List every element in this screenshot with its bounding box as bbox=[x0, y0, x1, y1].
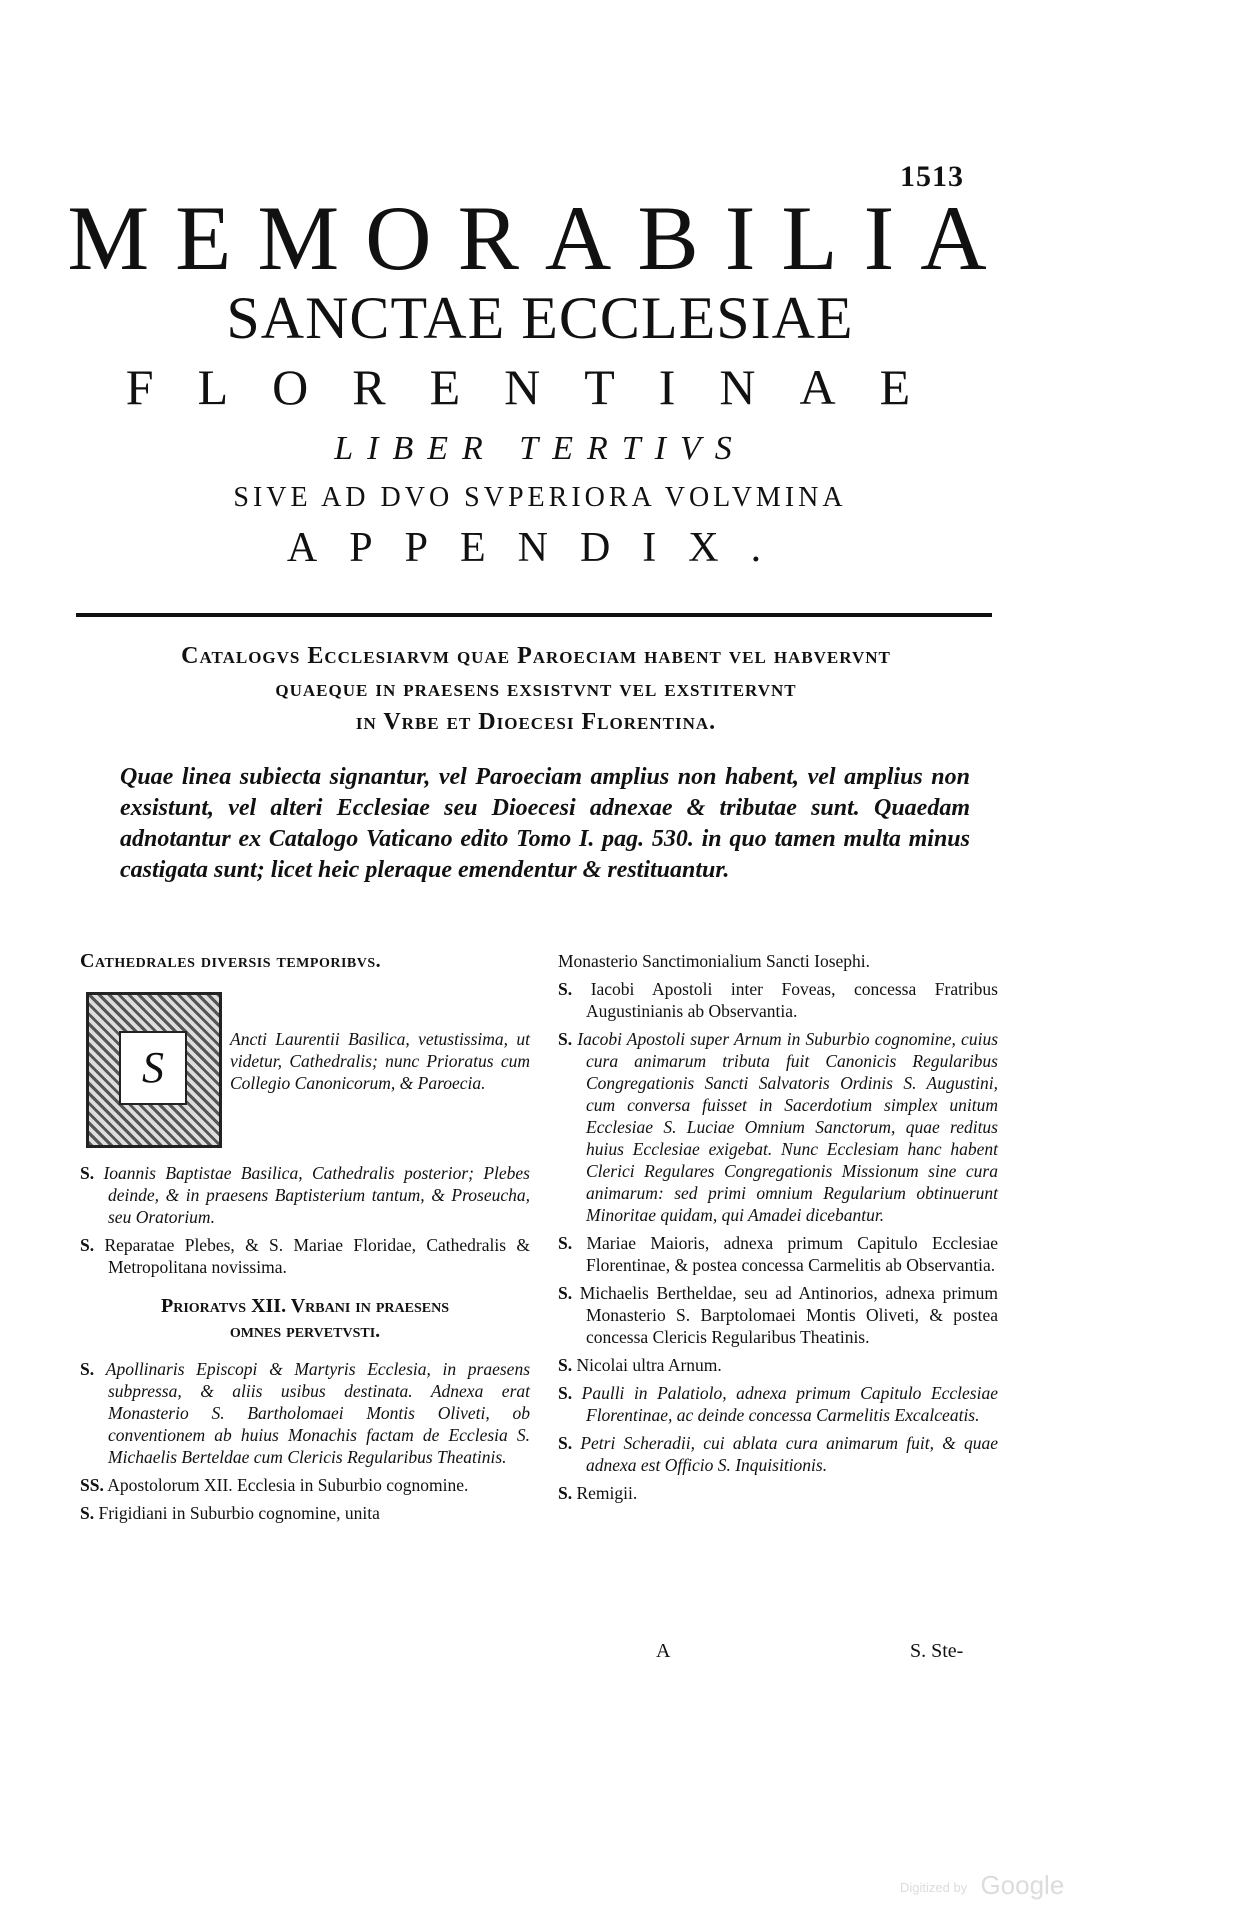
catchword: S. Ste- bbox=[910, 1640, 964, 1662]
entry-petri bbox=[558, 1432, 998, 1476]
right-column bbox=[558, 950, 998, 1510]
page-number: 1513 bbox=[900, 160, 964, 193]
heading-cathedrales: Cathedrales diversis temporibvs. bbox=[80, 950, 382, 972]
entry-iacobi-arnum bbox=[558, 1028, 998, 1226]
entry-text: Iacobi Apostoli inter Foveas, concessa Fratribus Augustinianis ab Observantia. bbox=[586, 979, 998, 1021]
heading-prioratus bbox=[80, 1294, 530, 1344]
initial-letter: S bbox=[119, 1031, 187, 1105]
introductory-note: Quae linea subiecta signantur, vel Paroeciam amplius non habent, vel amplius non exsistunt, vel alteri Ecclesiae seu Dioecesi adnexae & tributae sunt. Quaedam adnotantur ex Catalogo Vaticano edito Tomo I. pag. 530. in quo tamen multa minus castigata sunt; licet heic pleraque emendentur & restituantur. bbox=[120, 764, 970, 883]
entry-text: Michaelis Bertheldae, seu ad Antinorios, adnexa primum Monasterio S. Barptolomaei Montis Oliveti, & postea concessa Clericis Regularibus Theatinis. bbox=[579, 1283, 999, 1347]
entry-sigil: S. bbox=[80, 1503, 95, 1523]
catalog-title-line: quaeque in praesens exsistvnt vel exstitervnt bbox=[275, 676, 797, 702]
watermark-prefix: Digitized by bbox=[900, 1879, 968, 1895]
entry-text: Iacobi Apostoli super Arnum in Suburbio cognomine, cuius cura animarum tributa fuit Canonicis Regularibus Congregationis Sancti Salvatoris Ordinis S. Augustini, cum conversa fuisset in Sacerdotium simplex unitum Ecclesiae S. Luciae Omnium Sanctorum, quae reditus huius Ecclesiae exigebat. Nunc Ecclesiam hanc habent Clerici Regulares Congregationis Missionum sine cura animarum: sed primi omnium Regularium obtinuerunt Minoritae quidam, qui Amadei dicebantur. bbox=[577, 1029, 999, 1225]
title-liber-tertius: LIBER TERTIVS bbox=[334, 430, 746, 467]
entry-text: Remigii. bbox=[576, 1483, 638, 1503]
title-memorabilia: MEMORABILIA bbox=[67, 187, 1013, 289]
title-florentinae: FLORENTINAE bbox=[125, 359, 955, 415]
entry-sigil: SS. bbox=[80, 1475, 104, 1495]
entry-text: Frigidiani in Suburbio cognomine, unita bbox=[98, 1503, 380, 1523]
entry-sigil: S. bbox=[80, 1359, 95, 1379]
title-block bbox=[60, 187, 1020, 572]
left-column bbox=[80, 950, 530, 1530]
entry-frigidiani bbox=[80, 1502, 530, 1524]
entry-apollinaris bbox=[80, 1358, 530, 1468]
heading-line: omnes pervetvsti. bbox=[229, 1320, 381, 1342]
catalog-title-line: in Vrbe et Dioecesi Florentina. bbox=[355, 709, 717, 735]
entry-text: Paulli in Palatiolo, adnexa primum Capitulo Ecclesiae Florentinae, ac deinde concessa Carmelitis Excalceatis. bbox=[581, 1383, 999, 1425]
entry-sigil: S. bbox=[558, 1029, 573, 1049]
entry-text: Ioannis Baptistae Basilica, Cathedralis posterior; Plebes deinde, & in praesens Baptisterium tantum, & Proseucha, seu Oratorium. bbox=[103, 1163, 530, 1227]
entry-text: Apostolorum XII. Ecclesia in Suburbio cognomine. bbox=[107, 1475, 469, 1495]
entry-sigil: S. bbox=[558, 1383, 573, 1403]
decorated-initial bbox=[86, 992, 222, 1148]
entry-sigil: S. bbox=[558, 1355, 573, 1375]
entry-sigil: S. bbox=[558, 1283, 573, 1303]
catalog-title-line: Catalogvs Ecclesiarvm quae Paroeciam habent vel habvervnt bbox=[181, 643, 891, 669]
title-sanctae-ecclesiae: SANCTAE ECCLESIAE bbox=[226, 285, 854, 351]
entry-continuation: Monasterio Sanctimonialium Sancti Iosephi. bbox=[558, 951, 871, 971]
horizontal-rule bbox=[76, 613, 992, 617]
entry-nicolai bbox=[558, 1354, 998, 1376]
entry-laurentii bbox=[80, 992, 530, 1156]
entry-sigil: S. bbox=[80, 1163, 95, 1183]
entry-sigil: S. bbox=[558, 979, 573, 999]
title-sive-ad: SIVE AD DVO SVPERIORA VOLVMINA bbox=[233, 482, 847, 513]
entry-mariae-maioris bbox=[558, 1232, 998, 1276]
entry-sigil: S. bbox=[558, 1233, 573, 1253]
signature-mark: A bbox=[656, 1640, 671, 1662]
title-appendix: APPENDIX. bbox=[286, 525, 794, 571]
entry-text: Petri Scheradii, cui ablata cura animarum fuit, & quae adnexa est Officio S. Inquisitionis. bbox=[580, 1433, 999, 1475]
entry-iacobi-foveas bbox=[558, 978, 998, 1022]
watermark-brand: Google bbox=[980, 1870, 1065, 1900]
entry-text: Nicolai ultra Arnum. bbox=[576, 1355, 722, 1375]
entry-text: Ancti Laurentii Basilica, vetustissima, ut videtur, Cathedralis; nunc Prioratus cum Collegio Canonicorum, & Paroecia. bbox=[230, 1029, 530, 1093]
entry-text: Apollinaris Episcopi & Martyris Ecclesia, in praesens subpressa, & aliis usibus destinata. Adnexa erat Monasterio S. Bartholomaei Montis Oliveti, ob conventionem ab huius Monachis factam de Ecclesia S. Michaelis Berteldae cum Clericis Regularibus Theatinis. bbox=[105, 1359, 531, 1467]
entry-remigii bbox=[558, 1482, 998, 1504]
entry-michaelis bbox=[558, 1282, 998, 1348]
entry-text: Mariae Maioris, adnexa primum Capitulo Ecclesiae Florentinae, & postea concessa Carmelitis ab Observantia. bbox=[586, 1233, 999, 1275]
entry-sigil: S. bbox=[558, 1433, 573, 1453]
entry-reparatae bbox=[80, 1234, 530, 1278]
watermark bbox=[900, 1870, 1064, 1901]
entry-paulli bbox=[558, 1382, 998, 1426]
heading-line: Prioratvs XII. Vrbani in praesens bbox=[161, 1295, 449, 1317]
entry-ioannis bbox=[80, 1162, 530, 1228]
catalog-title bbox=[76, 640, 996, 739]
entry-text: Reparatae Plebes, & S. Mariae Floridae, Cathedralis & Metropolitana novissima. bbox=[104, 1235, 530, 1277]
entry-sigil: S. bbox=[558, 1483, 573, 1503]
entry-apostolorum bbox=[80, 1474, 530, 1496]
entry-sigil: S. bbox=[80, 1235, 95, 1255]
